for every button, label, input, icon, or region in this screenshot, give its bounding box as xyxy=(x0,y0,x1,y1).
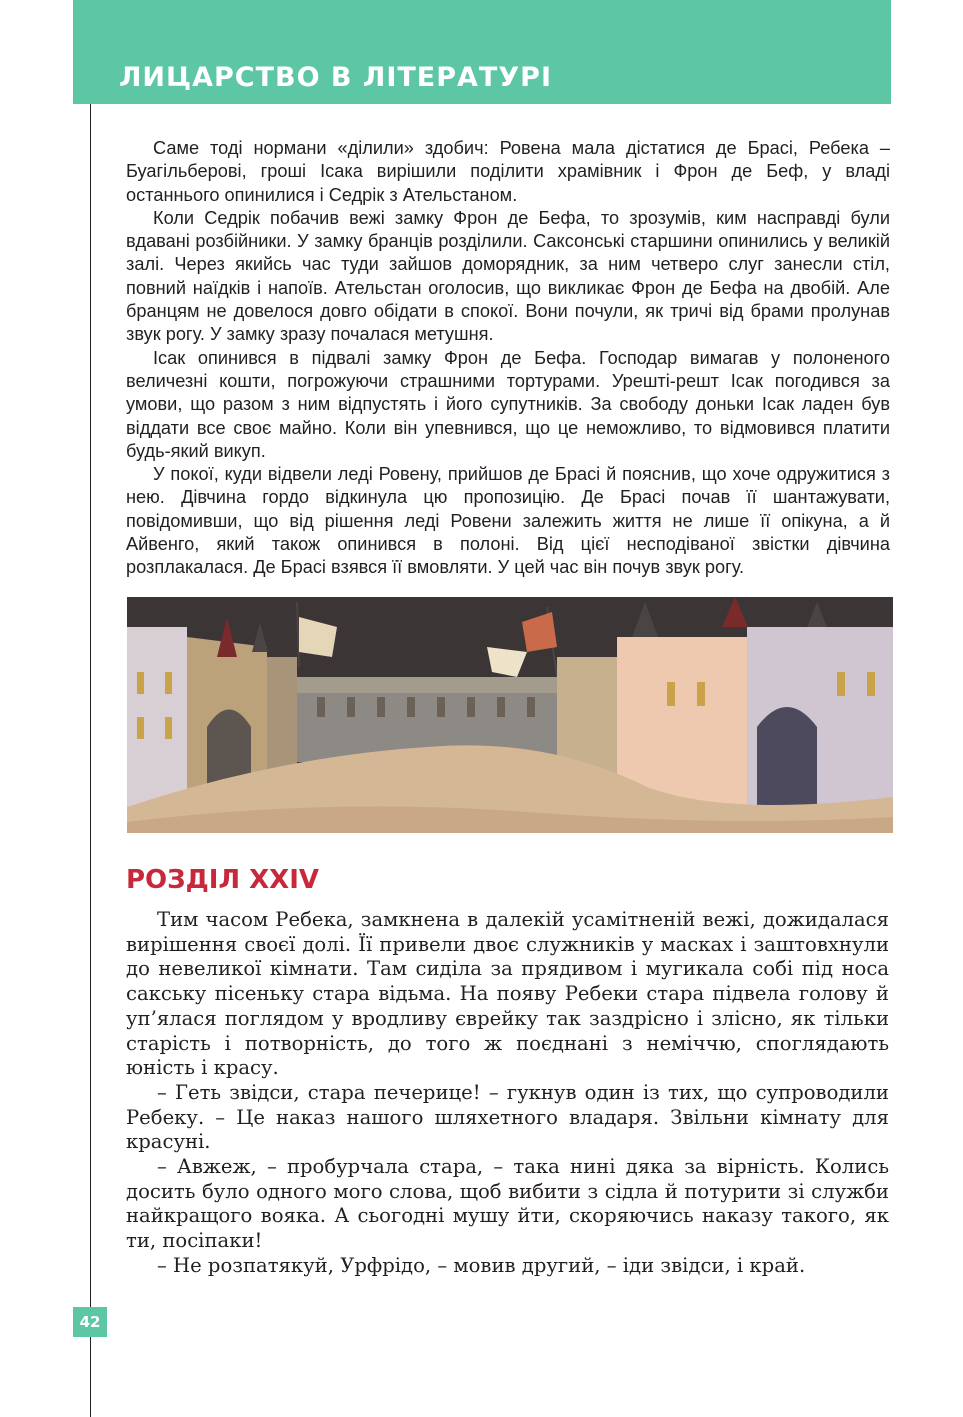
paragraph: Ісак опинився в підвалі замку Фрон де Бефа. Господар вимагав у полоненого величезні кошти, погрожуючи страшними тортурами. Урешті-решт Ісак погодився за умови, що разом з ним відпустять і його супутників. За свободу доньки Ісак ладен був віддати все своє майно. Коли він упевнився, що це неможливо, то відмовився платити будь-який викуп. xyxy=(126,347,890,461)
summary-text xyxy=(126,137,890,580)
chapter-text xyxy=(126,908,889,1279)
paragraph: У покої, куди відвели леді Ровену, прийшов де Брасі й пояснив, що хоче одружитися з нею. Дівчина гордо відкинула цю пропозицію. Де Брасі почав її шантажувати, повідомивши, що від рішення леді Ровени залежить життя не лише її опікуна, а й Айвенго, який також опинився в полоні. Від цієї несподіваної звістки дівчина розплакалася. Де Брасі взявся її вмовляти. У цей час він почув звук рогу. xyxy=(126,464,890,578)
header-title: ЛИЦАРСТВО В ЛІТЕРАТУРІ xyxy=(119,62,552,93)
castle-illustration xyxy=(127,597,893,833)
margin-line xyxy=(90,104,91,1417)
section-title: РОЗДІЛ XXIV xyxy=(126,865,319,895)
paragraph: – Геть звідси, стара печерице! – гукнув один із тих, що супроводили Ребеку. – Це наказ нашого шляхетного владаря. Звільни кімнату для красуні. xyxy=(126,1080,889,1154)
paragraph: – Авжеж, – пробурчала стара, – така нині дяка за вірність. Колись досить було одного мого слова, щоб вибити з сідла й потурити зі служби найкращого вояка. А сьогодні мушу йти, скоряючись наказу такого, як ти, посіпаки! xyxy=(126,1155,889,1253)
paragraph: Коли Седрік побачив вежі замку Фрон де Бефа, то зрозумів, ким насправді були вдавані розбійники. У замку бранців розділили. Саксонські старшини опинились у великій залі. Через якийсь час туди зайшов доморядник, за ним четверо слуг занесли стіл, повний наїдків і напоїв. Ательстан оголосив, що викликає Фрон де Бефа на двобій. Але бранцям не довелося довго обідати в спокої. Вони почули, як тричі від брами пролунав звук рогу. У замку зразу почалася метушня. xyxy=(126,207,890,345)
paragraph: Тим часом Ребека, замкнена в далекій усамітненій вежі, дожидалася вирішення своєї долі. Її привели двоє служників у масках і заштовхнули до невеликої кімнати. Там сиділа за прядивом і мугикала собі під носа сакську пісеньку стара відьма. На появу Ребеки стара підвела голову й уп’ялася поглядом у вродливу єврейку так заздрісно і злісно, як тільки старість і потворність, до того ж поєднані з неміччю, споглядають юність і красу. xyxy=(126,908,889,1080)
page-number: 42 xyxy=(73,1307,107,1337)
paragraph: Саме тоді нормани «ділили» здобич: Ровена мала дістатися де Брасі, Ребека – Буагільберові, гроші Ісака вирішили поділити храмівник і Фрон де Беф, у владі останнього опинилися і Седрік з Ательстаном. xyxy=(126,138,890,205)
paragraph: – Не розпатякуй, Урфрідо, – мовив другий, – іди звідси, і край. xyxy=(157,1253,806,1277)
